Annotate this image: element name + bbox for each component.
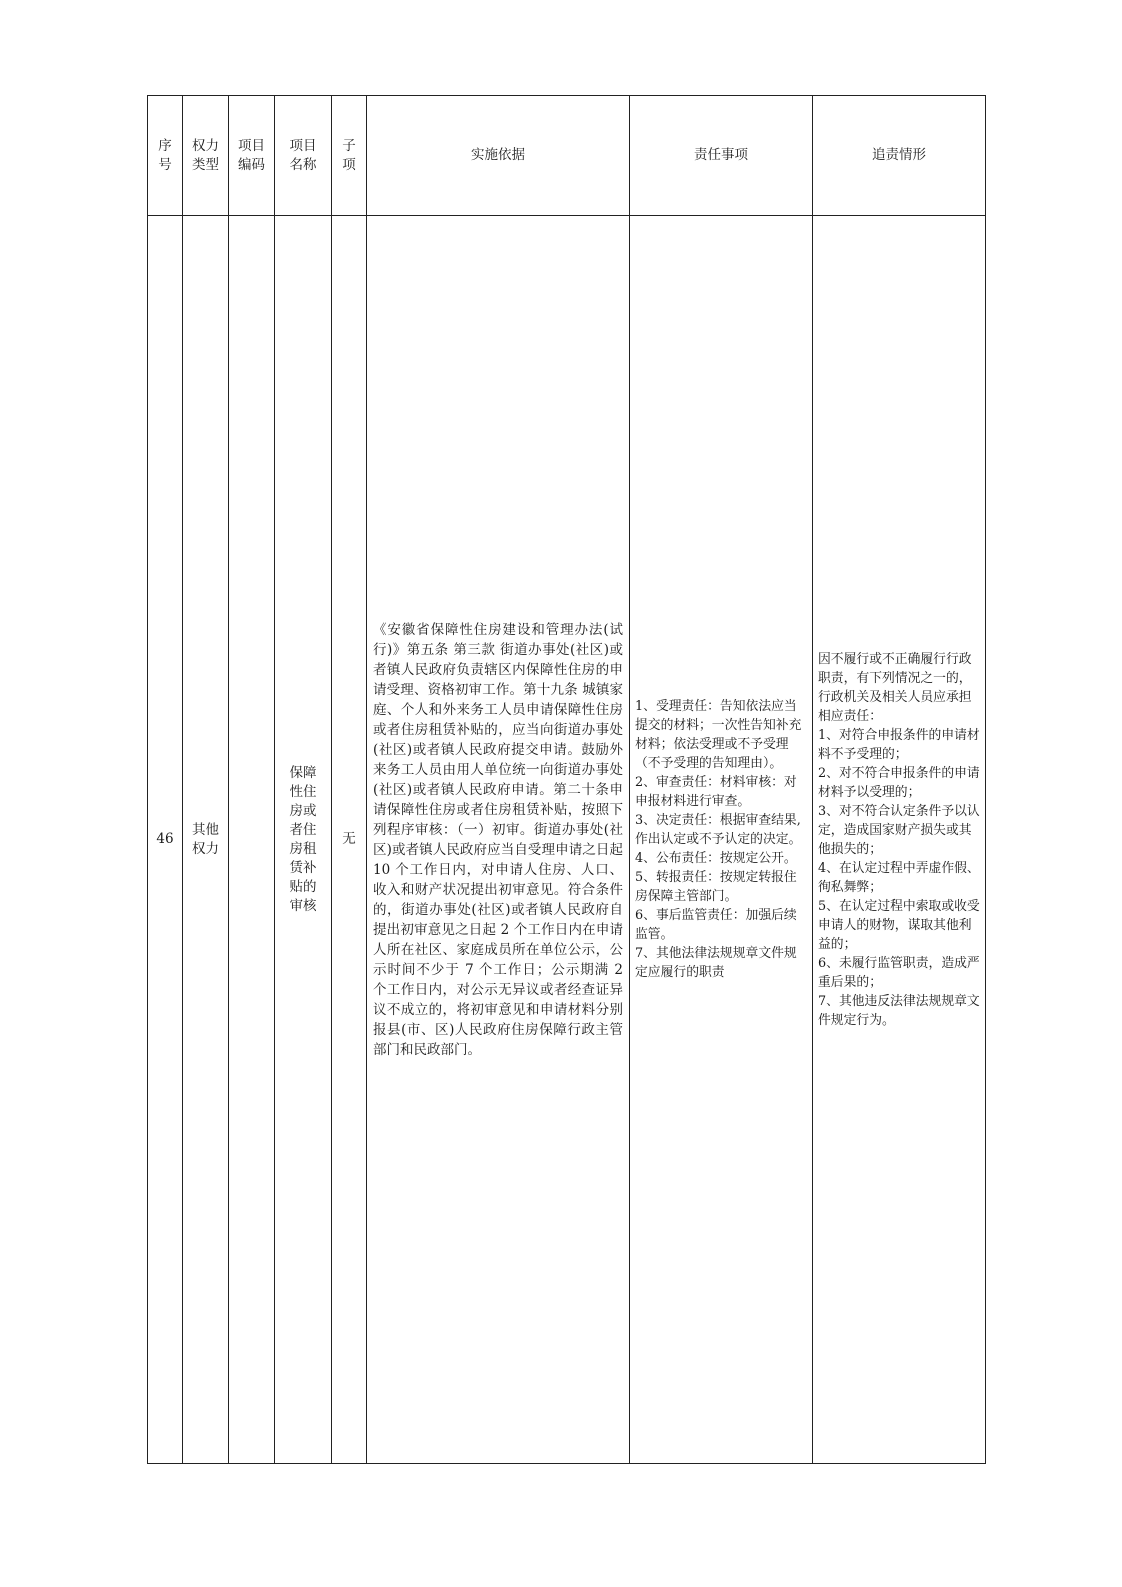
- cell-basis: [367, 216, 630, 1464]
- cell-index: 46: [148, 216, 183, 1464]
- accountability-item: 7、其他违反法律法规规章文件规定行为。: [818, 993, 980, 1028]
- header-index: 序号: [148, 96, 183, 216]
- responsibility-item: 5、转报责任：按规定转报住房保障主管部门。: [635, 870, 797, 904]
- accountability-item: 1、对符合申报条件的申请材料不予受理的；: [818, 727, 980, 762]
- accountability-item: 4、在认定过程中弄虚作假、徇私舞弊；: [818, 860, 980, 895]
- cell-item-code: [229, 216, 275, 1464]
- cell-responsibilities: [630, 216, 813, 1464]
- cell-accountability: [813, 216, 986, 1464]
- accountability-item: 5、在认定过程中索取或收受申请人的财物，谋取其他利益的；: [818, 898, 980, 952]
- header-sub-item: 子项: [332, 96, 367, 216]
- responsibility-item: 7、其他法律法规规章文件规定应履行的职责: [635, 946, 797, 980]
- accountability-item: 6、未履行监管职责，造成严重后果的；: [818, 955, 980, 990]
- cell-item-name: 保障性住房或者住房租赁补贴的审核: [275, 216, 332, 1464]
- header-accountability: 追责情形: [813, 96, 986, 216]
- cell-power-type: 其他权力: [183, 216, 229, 1464]
- responsibility-item: 4、公布责任：按规定公开。: [635, 851, 797, 866]
- table-row: [148, 216, 986, 1464]
- accountability-item: 2、对不符合申报条件的申请材料予以受理的；: [818, 765, 980, 800]
- responsibility-item: 2、审查责任：材料审核：对申报材料进行审查。: [635, 775, 797, 809]
- accountability-item: 3、对不符合认定条件予以认定，造成国家财产损失或其他损失的；: [818, 803, 980, 857]
- header-basis: 实施依据: [367, 96, 630, 216]
- accountability-list: [813, 650, 985, 1030]
- responsibility-item: 3、决定责任：根据审查结果, 作出认定或不予认定的决定。: [635, 813, 802, 847]
- cell-sub-item: 无: [332, 216, 367, 1464]
- header-responsibilities: 责任事项: [630, 96, 813, 216]
- header-item-code: 项目编码: [229, 96, 275, 216]
- responsibility-item: 1、受理责任：告知依法应当提交的材料；一次性告知补充材料；依法受理或不予受理（不予受理的告知理由）。: [635, 699, 802, 771]
- header-power-type: 权力类型: [183, 96, 229, 216]
- basis-text: 《安徽省保障性住房建设和管理办法(试行)》第五条 第三款 街道办事处(社区)或者镇人民政府负责辖区内保障性住房的申请受理、资格初审工作。第十九条 城镇家庭、个人和外来务工人员申请保障性住房或者住房租赁补贴的，应当向街道办事处(社区)或者镇人民政府提交申请。鼓励外来务工人员由用人单位统一向街道办事处(社区)或者镇人民政府申请。第二十条申请保障性住房或者住房租赁补贴，按照下列程序审核：（一）初审。街道办事处(社区)或者镇人民政府应当自受理申请之日起 10 个工作日内，对申请人住房、人口、收入和财产状况提出初审意见。符合条件的，街道办事处(社区)或者镇人民政府自提出初审意见之日起 2 个工作日内在申请人所在社区、家庭成员所在单位公示，公示时间不少于 7 个工作日；公示期满 2 个工作日内，对公示无异议或者经查证异议不成立的，将初审意见和申请材料分别报县(市、区)人民政府住房保障行政主管部门和民政部门。: [373, 621, 623, 1058]
- header-item-name: 项目名称: [275, 96, 332, 216]
- powers-table: [147, 95, 986, 1464]
- responsibility-item: 6、事后监管责任：加强后续监管。: [635, 908, 797, 942]
- accountability-item: 因不履行或不正确履行行政职责，有下列情况之一的，行政机关及相关人员应承担相应责任：: [818, 651, 972, 724]
- header-row: [148, 96, 986, 216]
- responsibilities-list: [630, 697, 812, 982]
